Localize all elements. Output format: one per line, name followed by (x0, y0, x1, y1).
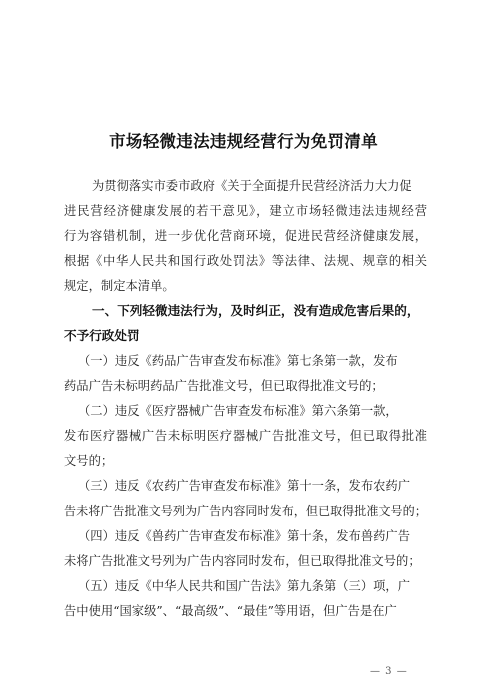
document-title: 市场轻微违法违规经营行为免罚清单 (109, 132, 378, 151)
item-2-line-3: 文号的； (64, 454, 114, 468)
item-4-line-1: （四）违反《兽药广告审查发布标准》第十条，发布兽药广告 (78, 529, 411, 543)
intro-line-1: 为贯彻落实市委市政府《关于全面提升民营经济活力大力促 (92, 179, 412, 193)
intro-line-3: 行为容错机制，进一步优化营商环境，促进民营经济健康发展， (64, 229, 427, 243)
intro-line-4: 根据《中华人民共和国行政处罚法》等法律、法规、规章的相关 (64, 254, 427, 268)
item-1-line-2: 药品广告未标明药品广告批准文号，但已取得批准文号的； (64, 379, 384, 393)
section-heading-line-1: 一、下列轻微违法行为，及时纠正，没有造成危害后果的， (92, 303, 420, 318)
page-number: — 3 — (370, 666, 408, 677)
item-2-line-1: （二）违反《医疗器械广告审查发布标准》第六条第一款， (78, 404, 398, 418)
item-5-line-2: 告中使用“国家级”、“最高级”、“最佳”等用语，但广告是在广 (64, 604, 397, 618)
item-4-line-2: 未将广告批准文号列为广告内容同时发布，但已取得批准文号的； (64, 554, 421, 568)
intro-line-5: 规定，制定本清单。 (64, 279, 175, 293)
item-3-line-2: 告未将广告批准文号列为广告内容同时发布，但已取得批准文号的； (64, 504, 427, 518)
intro-line-2: 进民营经济健康发展的若干意见》，建立市场轻微违法违规经营 (64, 204, 427, 218)
item-1-line-1: （一）违反《药品广告审查发布标准》第七条第一款，发布 (78, 354, 398, 368)
section-heading-line-2: 不予行政处罚 (64, 328, 140, 343)
item-3-line-1: （三）违反《农药广告审查发布标准》第十一条，发布农药广 (78, 479, 411, 493)
item-5-line-1: （五）违反《中华人民共和国广告法》第九条第（三）项，广 (78, 579, 411, 593)
item-2-line-2: 发布医疗器械广告未标明医疗器械广告批准文号，但已取得批准 (64, 429, 427, 443)
